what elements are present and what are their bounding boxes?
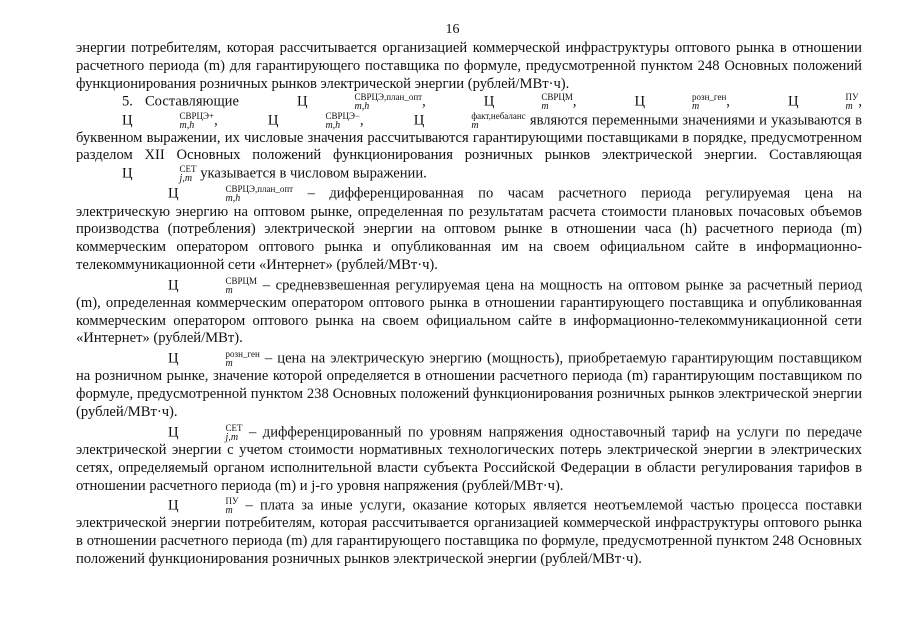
paragraph-continuation: энергии потребителям, которая рассчитывается организацией коммерческой инфраструктуры оптового рынка в отношении расчетного периода (m) для гарантирующего поставщика по формуле, предусмотренной пунктом 248 Основных положений функционирования розничных рынков электрической энергии (рублей/МВт·ч).	[76, 40, 862, 92]
definition-pu	[76, 497, 862, 569]
symbol-pu: Ц ПУ m	[787, 92, 859, 113]
definition-svrcm	[76, 277, 862, 349]
symbol-rozn-gen: Ц розн_ген m	[168, 349, 260, 370]
symbol-svrce-minus: Ц СВРЦЭ− m,h	[267, 110, 360, 131]
definition-set	[76, 424, 862, 496]
definition-text: – средневзвешенная регулируемая цена на мощность на оптовом рынке за расчетный период (m), определенная коммерческим оператором оптового рынка в отношении гарантирующего поставщика и опубликованная коммерческим оператором оптового рынка на своем официальном сайте в информационно-телекоммуникационной сети «Интернет» (рублей/МВт).	[76, 277, 862, 347]
symbol-rozn-gen: Ц розн_ген m	[634, 92, 727, 113]
symbol-pu: Ц ПУ m	[168, 496, 239, 517]
definition-text: – плата за иные услуги, оказание которых является неотъемлемой частью процесса поставки электрической энергии потребителям, которая рассчитывается организацией коммерческой инфраструктуры оптового рынка в отношении расчетного периода (m) для гарантирующего поставщика по формуле, предусмотренной пунктом 248 Основных положений функционирования розничных рынков электрической энергии (рублей/МВт·ч).	[76, 497, 863, 568]
symbol-svrcm: Ц СВРЦМ m	[483, 92, 573, 113]
paragraph-5-components: 5. Составляющие Ц СВРЦЭ,план_опт m,h , Ц СВРЦМ m , Ц розн_ген m , Ц ПУ m , Ц СВРЦЭ+ m,h , Ц СВРЦЭ− m,h , Ц факт,небаланс m являются переменными значениями и указываются в буквенном выражении, их числовые значения рассчитываются гарантирующими поставщиками в порядке, предусмотренном разделом XII Основных положений функционирования розничных рынков электрической энергии. Составляющая Ц СЕТ j,m указывается в числовом выражении.	[76, 92, 863, 185]
symbol-svrce-plan: Ц СВРЦЭ,план_опт m,h	[168, 184, 294, 205]
page-number: 16	[445, 22, 460, 37]
symbol-fakt-nebalans: Ц факт,небаланс m	[413, 110, 526, 131]
definition-rozn-gen	[76, 350, 862, 422]
definition-text: – дифференцированный по уровням напряжения одноставочный тариф на услуги по передаче электрической энергии с учетом стоимости нормативных технологических потерь электрической энергии в электрических сетях, определяемый органом исполнительной власти субъекта Российской Федерации в области регулирования тарифов в отношении расчетного периода (m) и j-го уровня напряжения (рублей/МВт·ч).	[76, 424, 862, 494]
definition-text: – цена на электрическую энергию (мощность), приобретаемую гарантирующим поставщиком на розничном рынке, значение которой определяется в отношении расчетного периода (m) гарантирующим поставщиком по формуле, предусмотренной пунктом 238 Основных положений функционирования розничных рынков электрической энергии (рублей/МВт·ч).	[76, 350, 862, 420]
paragraph-text: являются переменными значениями и указываются в буквенном выражении, их числовые значения рассчитываются гарантирующими поставщиками в порядке, предусмотренном разделом XII Основных положений функционирования розничных рынков электрической энергии. Составляющая	[76, 111, 862, 164]
paragraph-text-end: указывается в числовом выражении.	[200, 165, 427, 182]
document-body	[76, 40, 862, 569]
symbol-svrce-plus: Ц СВРЦЭ+ m,h	[122, 110, 215, 131]
symbol-set: Ц СЕТ j,m	[122, 164, 197, 185]
symbol-svrcm: Ц СВРЦМ m	[168, 275, 258, 296]
definition-svrce-plan	[76, 185, 862, 274]
symbol-svrce-plan: Ц СВРЦЭ,план_опт m,h	[296, 92, 423, 113]
symbol-set: Ц СЕТ j,m	[168, 422, 243, 443]
paragraph-lead: 5. Составляющие	[122, 93, 239, 110]
definition-text: – дифференцированная по часам расчетного периода регулируемая цена на электрическую энергию на оптовом рынке, определенная по результатам расчета стоимости плановых почасовых объемов производства (потребления) электрической энергии на оптовом рынке в отношении часа (h) расчетного периода (m) коммерческим оператором оптового рынка и опубликованная им на своем официальном сайте в информационно-телекоммуникационной сети «Интернет» (рублей/МВт·ч).	[76, 185, 862, 273]
